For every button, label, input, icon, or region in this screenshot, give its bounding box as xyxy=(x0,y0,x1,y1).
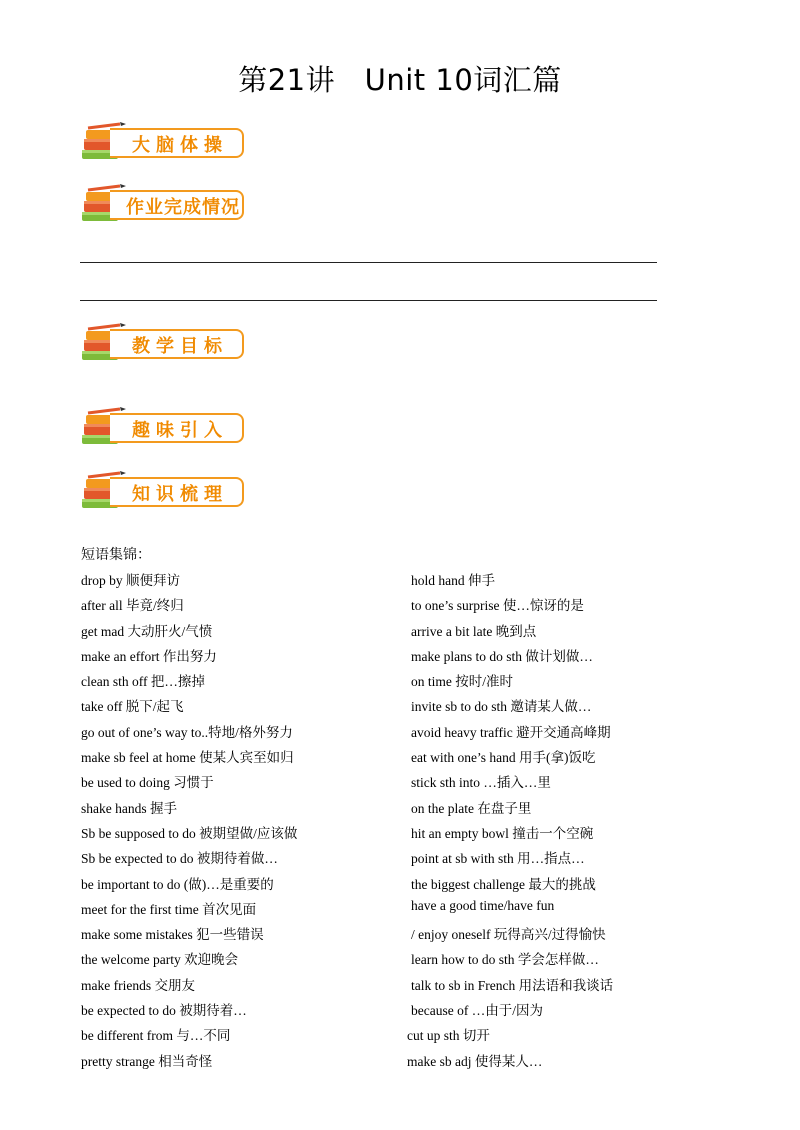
phrase-right: make plans to do sth 做计划做… xyxy=(411,648,593,664)
phrase-right: learn how to do sth 学会怎样做… xyxy=(411,952,599,968)
phrase-row xyxy=(0,718,800,743)
phrase-left: be different from 与…不同 xyxy=(81,1028,231,1044)
phrase-left: be important to do (做)…是重要的 xyxy=(81,876,274,892)
phrase-right: / enjoy oneself 玩得高兴/过得愉快 xyxy=(411,927,606,943)
phrase-right: stick sth into …插入…里 xyxy=(411,775,551,791)
phrase-right: avoid heavy traffic 避开交通高峰期 xyxy=(411,724,611,740)
phrase-row xyxy=(0,642,800,667)
phrase-row xyxy=(0,895,800,920)
phrase-row xyxy=(0,566,800,591)
phrase-right: eat with one’s hand 用手(拿)饭吃 xyxy=(411,750,596,766)
phrase-left: after all 毕竟/终归 xyxy=(81,598,184,614)
answer-line xyxy=(80,262,657,263)
phrase-left: Sb be expected to do 被期待着做… xyxy=(81,851,278,867)
phrase-left: drop by 顺便拜访 xyxy=(81,573,180,588)
phrase-left: meet for the first time 首次见面 xyxy=(81,901,257,917)
phrase-row xyxy=(0,844,800,869)
phrase-right: on time 按时/准时 xyxy=(411,674,513,690)
phrase-left: make some mistakes 犯一些错误 xyxy=(81,927,264,943)
phrase-row xyxy=(0,591,800,616)
phrase-left: go out of one’s way to..特地/格外努力 xyxy=(81,724,293,740)
phrase-left: shake hands 握手 xyxy=(81,800,177,816)
phrase-left: the welcome party 欢迎晚会 xyxy=(81,952,239,968)
phrase-left: make sb feel at home 使某人宾至如归 xyxy=(81,750,294,766)
phrase-right: to one’s surprise 使…惊讶的是 xyxy=(411,598,584,614)
phrase-left: pretty strange 相当奇怪 xyxy=(81,1053,213,1069)
phrase-right: the biggest challenge 最大的挑战 xyxy=(411,876,596,892)
phrase-right: cut up sth 切开 xyxy=(407,1028,490,1044)
banner-label: 大脑体操 xyxy=(132,135,228,156)
phrase-row xyxy=(0,920,800,945)
banner-label: 教学目标 xyxy=(132,336,228,357)
phrase-row xyxy=(0,743,800,768)
section-heading: 短语集锦： xyxy=(81,548,151,563)
phrase-row xyxy=(0,1021,800,1046)
phrase-row xyxy=(0,768,800,793)
banner-fun-intro xyxy=(80,407,250,449)
phrase-left: be expected to do 被期待着… xyxy=(81,1003,247,1019)
phrase-left: take off 脱下/起飞 xyxy=(81,699,184,715)
phrase-list xyxy=(0,566,800,1072)
phrase-row xyxy=(0,819,800,844)
phrase-right: because of …由于/因为 xyxy=(411,1003,543,1019)
phrase-right: hold hand 伸手 xyxy=(411,573,495,588)
phrase-row xyxy=(0,971,800,996)
banner-label: 知识梳理 xyxy=(132,484,228,505)
phrase-row xyxy=(0,617,800,642)
page-title: 第21讲 Unit 10词汇篇 xyxy=(238,63,562,97)
phrase-right: point at sb with sth 用…指点… xyxy=(411,851,585,867)
phrase-row xyxy=(0,945,800,970)
banner-label: 趣味引入 xyxy=(132,420,228,441)
phrase-left: be used to doing 习惯于 xyxy=(81,775,214,791)
banner-label: 作业完成情况 xyxy=(126,197,240,218)
phrase-left: Sb be supposed to do 被期望做/应该做 xyxy=(81,825,298,841)
phrase-left: get mad 大动肝火/气愤 xyxy=(81,623,213,639)
phrase-row xyxy=(0,870,800,895)
phrase-row xyxy=(0,667,800,692)
phrase-row xyxy=(0,1047,800,1072)
banner-brain-exercise xyxy=(80,122,250,164)
phrase-left: clean sth off 把…擦掉 xyxy=(81,674,205,690)
answer-line xyxy=(80,300,657,301)
banner-knowledge-review xyxy=(80,471,250,513)
banner-teaching-goals xyxy=(80,323,250,365)
banner-homework-status xyxy=(80,184,250,226)
phrase-right: invite sb to do sth 邀请某人做… xyxy=(411,699,592,715)
phrase-right: hit an empty bowl 撞击一个空碗 xyxy=(411,825,594,841)
phrase-left: make an effort 作出努力 xyxy=(81,648,217,664)
phrase-right: talk to sb in French 用法语和我谈话 xyxy=(411,977,614,993)
phrase-row xyxy=(0,996,800,1021)
phrase-right: make sb adj 使得某人… xyxy=(407,1053,543,1069)
phrase-right: have a good time/have fun xyxy=(411,897,555,913)
phrase-row xyxy=(0,692,800,717)
phrase-right: arrive a bit late 晚到点 xyxy=(411,623,537,639)
phrase-left: make friends 交朋友 xyxy=(81,977,195,993)
phrase-right: on the plate 在盘子里 xyxy=(411,800,532,816)
phrase-row xyxy=(0,794,800,819)
